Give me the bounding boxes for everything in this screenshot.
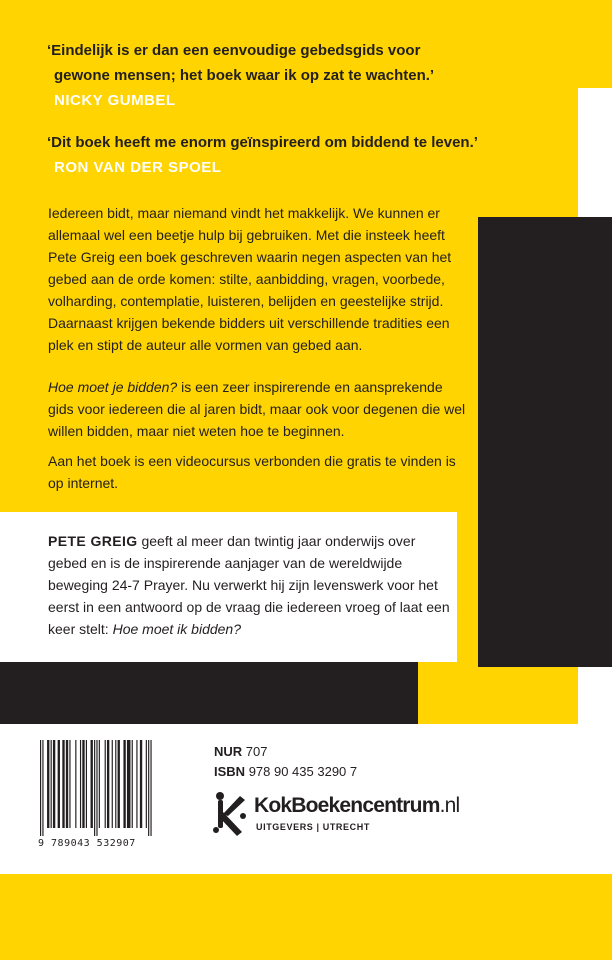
barcode-bar bbox=[58, 740, 60, 828]
barcode-bar bbox=[94, 740, 95, 836]
barcode-bar bbox=[47, 740, 49, 828]
barcode-bar bbox=[140, 740, 142, 828]
barcode-bar bbox=[66, 740, 68, 828]
barcode bbox=[38, 740, 190, 852]
barcode-bar bbox=[62, 740, 64, 828]
quote-1-line-1: ‘Eindelijk is er dan een eenvoudige gebedsgids voor bbox=[47, 42, 421, 59]
barcode-bar bbox=[53, 740, 55, 828]
book-title-italic: Hoe moet je bidden? bbox=[48, 379, 178, 395]
barcode-bar bbox=[136, 740, 137, 828]
barcode-bar bbox=[86, 740, 87, 828]
quote-1-line-2: gewone mensen; het boek waar ik op zat te wachten.’ bbox=[54, 67, 435, 84]
publisher-logo-icon bbox=[210, 790, 250, 838]
barcode-bar bbox=[51, 740, 52, 828]
isbn-label: ISBN bbox=[214, 764, 246, 779]
nur-value: 707 bbox=[245, 744, 268, 759]
description-paragraph-1: Iedereen bidt, maar niemand vindt het makkelijk. We kunnen er allemaal wel een beetje hulp bij gebruiken. Met die insteek heeft Pete Greig een boek geschreven waarin negen aspecten van het gebed aan de orde komen: stilte, aanbidding, vragen, voorbede, volharding, contemplatie, luisteren, belijden en geestelijke strijd. Daarnaast krijgen bekende bidders uit verschillende tradities een plek en stipt de auteur alle vormen van gebed aan. bbox=[48, 205, 452, 353]
barcode-bar bbox=[118, 740, 120, 828]
barcode-bar bbox=[96, 740, 97, 836]
barcode-bar bbox=[112, 740, 113, 828]
publisher-logo bbox=[210, 790, 490, 840]
barcode-digits: 9 789043 532907 bbox=[38, 838, 136, 849]
barcode-bar bbox=[150, 740, 151, 836]
barcode-bar bbox=[132, 740, 133, 828]
author-name: PETE GREIG bbox=[48, 533, 138, 549]
isbn-line bbox=[214, 762, 357, 782]
barcode-bar bbox=[42, 740, 43, 836]
barcode-bar bbox=[80, 740, 81, 828]
author-bio-text: geeft al meer dan twintig jaar onderwijs over gebed en is de inspirerende aanjager van de wereldwijde beweging 24-7 Prayer. Nu verwerkt hij zijn levenswerk voor het eerst in een antwoord op de vraag die iedereen vroeg of laat een keer stelt: bbox=[48, 533, 450, 637]
barcode-bar bbox=[91, 740, 93, 828]
publisher-name-bold: KokBoekencentrum bbox=[254, 794, 440, 817]
barcode-bar bbox=[127, 740, 131, 828]
barcode-bar bbox=[123, 740, 125, 828]
description-paragraph-2-text: is een zeer inspirerende en aansprekende gids voor iedereen die al jaren bidt, maar ook voor degenen die wel willen bidden, maar niet weten hoe te beginnen. bbox=[48, 379, 466, 439]
quote-2-line-1: ‘Dit boek heeft me enorm geïnspireerd om biddend te leven.’ bbox=[47, 134, 478, 151]
author-bio-question: Hoe moet ik bidden? bbox=[112, 621, 242, 637]
quote-1-author: NICKY GUMBEL bbox=[54, 92, 176, 109]
barcode-bar bbox=[107, 740, 109, 828]
quote-1 bbox=[47, 38, 547, 113]
barcode-bar bbox=[40, 740, 41, 836]
barcode-bar bbox=[148, 740, 149, 836]
publisher-subtitle: UITGEVERS | UTRECHT bbox=[256, 822, 370, 832]
publisher-name-suffix: .nl bbox=[439, 794, 460, 817]
publisher-name bbox=[254, 794, 459, 818]
isbn-block bbox=[214, 742, 357, 782]
barcode-bar bbox=[75, 740, 76, 828]
barcode-bar bbox=[115, 740, 116, 828]
quote-2-author: RON VAN DER SPOEL bbox=[54, 159, 222, 176]
barcode-bar bbox=[105, 740, 106, 828]
barcode-bar bbox=[69, 740, 70, 828]
nur-label: NUR bbox=[214, 744, 243, 759]
black-block-right bbox=[478, 217, 612, 667]
barcode-bars bbox=[38, 740, 190, 836]
quote-2 bbox=[47, 130, 547, 180]
author-bio bbox=[48, 530, 452, 640]
black-band bbox=[0, 662, 418, 724]
description-paragraph-2 bbox=[48, 376, 468, 442]
barcode-bar bbox=[146, 740, 147, 828]
barcode-bar bbox=[82, 740, 84, 828]
nur-line bbox=[214, 742, 357, 762]
isbn-value: 978 90 435 3290 7 bbox=[248, 764, 358, 779]
description-paragraph-3: Aan het boek is een videocursus verbonden die gratis te vinden is op internet. bbox=[48, 453, 456, 491]
barcode-bar bbox=[99, 740, 100, 828]
